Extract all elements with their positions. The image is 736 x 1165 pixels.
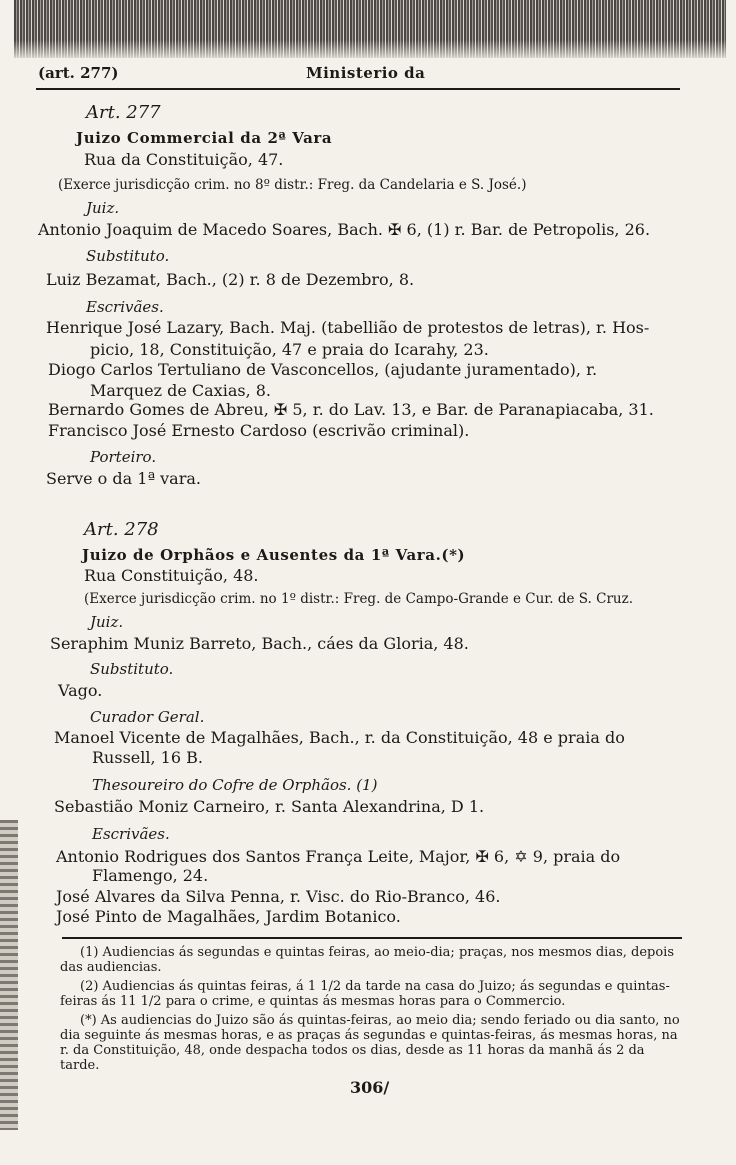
escrivao-entry-cont: Flamengo, 24.	[92, 866, 209, 885]
scan-left-edge	[0, 820, 18, 1130]
curador-entry: Manoel Vicente de Magalhães, Bach., r. da Constituição, 48 e praia do	[54, 728, 625, 747]
court-address: Rua Constituição, 48.	[84, 566, 259, 585]
porteiro-label: Porteiro.	[90, 448, 157, 466]
juiz-label: Juiz.	[90, 613, 124, 631]
substituto-entry: Luiz Bezamat, Bach., (2) r. 8 de Dezembro, 8.	[46, 270, 415, 289]
curador-label: Curador Geral.	[90, 708, 205, 726]
escrivaes-label: Escrivães.	[86, 298, 164, 316]
header-rule	[36, 88, 680, 90]
footnote-rule	[62, 937, 682, 939]
juiz-entry: Antonio Joaquim de Macedo Soares, Bach. ✠ 6, (1) r. Bar. de Petropolis, 26.	[38, 220, 651, 239]
court-address: Rua da Constituição, 47.	[84, 150, 284, 169]
footnote-2: (2) Audiencias ás quintas feiras, á 1 1/2 da tarde na casa do Juizo; ás segundas e quintas-feiras ás 11 1/2 para o crime, e quintas ás mesmas horas para o Commercio.	[60, 979, 670, 1009]
scan-top-fade	[14, 40, 726, 62]
curador-entry-cont: Russell, 16 B.	[92, 748, 203, 767]
escrivao-entry: Diogo Carlos Tertuliano de Vasconcellos, (ajudante juramentado), r.	[48, 360, 598, 379]
escrivao-entry: Henrique José Lazary, Bach. Maj. (tabellião de protestos de letras), r. Hos-	[46, 318, 650, 337]
substituto-entry: Vago.	[58, 681, 103, 700]
court-jurisdiction: (Exerce jurisdicção crim. no 1º distr.: Freg. de Campo-Grande e Cur. de S. Cruz.	[84, 591, 633, 607]
juiz-entry: Seraphim Muniz Barreto, Bach., cáes da Gloria, 48.	[50, 634, 469, 653]
article-number: Art. 278	[84, 519, 159, 540]
footnote-1: (1) Audiencias ás segundas e quintas feiras, ao meio-dia; praças, nos mesmos dias, depois das audiencias.	[60, 945, 675, 975]
court-jurisdiction: (Exerce jurisdicção crim. no 8º distr.: Freg. da Candelaria e S. José.)	[58, 177, 527, 193]
thesoureiro-entry: Sebastião Moniz Carneiro, r. Santa Alexandrina, D 1.	[54, 797, 485, 816]
header-article-ref: (art. 277)	[38, 64, 119, 82]
escrivao-entry: José Pinto de Magalhães, Jardim Botanico.	[56, 907, 401, 926]
escrivao-entry-cont: picio, 18, Constituição, 47 e praia do Icarahy, 23.	[90, 340, 489, 359]
escrivao-entry: Antonio Rodrigues dos Santos França Leite, Major, ✠ 6, ✡ 9, praia do	[56, 847, 621, 866]
escrivao-entry: Bernardo Gomes de Abreu, ✠ 5, r. do Lav. 13, e Bar. de Paranapiacaba, 31.	[48, 400, 654, 419]
header-ministry: Ministerio da	[306, 64, 426, 82]
substituto-label: Substituto.	[90, 660, 174, 678]
juiz-label: Juiz.	[86, 199, 120, 217]
footnote-asterisk: (*) As audiencias do Juizo são ás quintas-feiras, ao meio dia; sendo feriado ou dia santo, no dia seguinte ás mesmas horas, e as praças ás segundas e quintas-feiras, ás mesmas horas, na r. da Constituição, 48, onde despacha todos os dias, desde as 11 horas da manhã ás 2 da tarde.	[60, 1013, 680, 1073]
running-header	[38, 64, 678, 90]
escrivao-entry: José Alvares da Silva Penna, r. Visc. do Rio-Branco, 46.	[56, 887, 501, 906]
thesoureiro-label: Thesoureiro do Cofre de Orphãos. (1)	[92, 776, 378, 794]
court-name: Juizo Commercial da 2ª Vara	[76, 129, 333, 147]
escrivao-entry-cont: Marquez de Caxias, 8.	[90, 381, 272, 400]
escrivaes-label: Escrivães.	[92, 825, 170, 843]
escrivao-entry: Francisco José Ernesto Cardoso (escrivão criminal).	[48, 421, 470, 440]
page-number: 306/	[350, 1078, 390, 1097]
article-number: Art. 277	[86, 102, 161, 123]
court-name: Juizo de Orphãos e Ausentes da 1ª Vara.(*)	[82, 546, 466, 564]
substituto-label: Substituto.	[86, 247, 170, 265]
porteiro-entry: Serve o da 1ª vara.	[46, 469, 201, 488]
